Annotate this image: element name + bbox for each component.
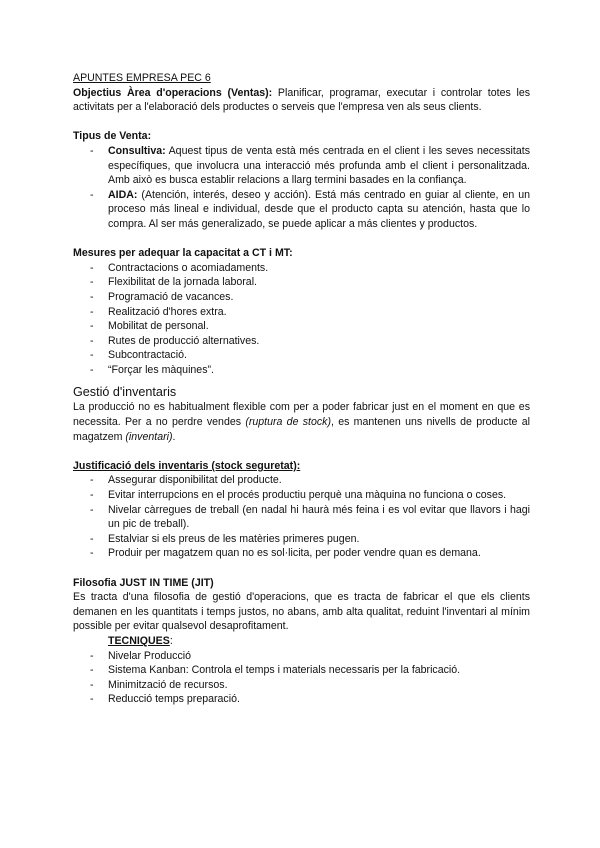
tecniques-label: TECNIQUES <box>108 634 170 647</box>
list-item: - Realització d'hores extra. <box>73 305 530 320</box>
tecniques-colon: : <box>169 634 173 647</box>
gestio-heading: Gestió d'inventaris <box>73 385 177 400</box>
list-item: - Subcontractació. <box>73 348 530 363</box>
jit-heading: Filosofia JUST IN TIME (JIT) <box>73 576 214 589</box>
list-item <box>73 188 530 232</box>
list-item: - Nivelar Producció <box>73 649 530 664</box>
list-item: - Rutes de producció alternatives. <box>73 334 530 349</box>
jit-paragraph: Es tracta d'una filosofia de gestió d'operacions, que es tracta de fabricar el que els clients demanen en les quantitats i temps justos, no abans, amb alta qualitat, reduint l'inventari al mínim possible per evitar qualsevol desaprofitament. <box>73 591 530 633</box>
list-item: - “Forçar les màquines”. <box>73 363 530 378</box>
objectius-paragraph <box>73 86 530 115</box>
list-item: - Contractacions o acomiadaments. <box>73 261 530 276</box>
gestio-text-b: , es mantenen uns nivells de producte al magatzem <box>73 416 530 443</box>
objectius-text: Planificar, programar, executar i controlar totes les activitats per a l'elaboració dels productes o serveis que l'empresa ven als seus clients. <box>73 86 531 114</box>
document-page <box>73 71 530 707</box>
list-item: - Estalviar si els preus de les matèries primeres pugen. <box>73 532 530 547</box>
list-item: - Evitar interrupcions en el procés productiu perquè una màquina no funciona o coses. <box>73 488 530 503</box>
document-title: APUNTES EMPRESA PEC 6 <box>73 72 211 84</box>
list-item: - Sistema Kanban: Controla el temps i materials necessaris per la fabricació. <box>73 663 530 678</box>
list-item: - Flexibilitat de la jornada laboral. <box>73 275 530 290</box>
item-text: Aquest tipus de venta està més centrada en el client i les seves necessitats específiques, que involucra una interacció més profunda amb el client i personalitzada. Amb això es busca establir relacions a llarg termini basades en la confiança. <box>108 144 530 187</box>
justificacio-list <box>73 473 530 561</box>
list-item <box>73 144 530 188</box>
gestio-paragraph <box>73 400 530 444</box>
gestio-italic-a: (ruptura de stock) <box>245 416 331 429</box>
tecniques-line <box>73 634 530 649</box>
list-item: - Mobilitat de personal. <box>73 319 530 334</box>
list-item: - Nivelar càrregues de treball (en nadal hi haurà més feina i es vol evitar que llavors i hagi un pic de treball). <box>73 503 530 532</box>
gestio-text-c: . <box>172 430 176 443</box>
gestio-italic-b: (inventari) <box>125 430 173 443</box>
gestio-text-a: La producció no es habitualment flexible com per a poder fabricar just en el moment en que es necessita. Per a no perdre vendes <box>73 401 530 429</box>
tipus-venta-heading: Tipus de Venta: <box>73 130 152 143</box>
item-label: AIDA: <box>108 188 138 201</box>
list-item: - Minimització de recursos. <box>73 678 530 693</box>
justificacio-heading: Justificació dels inventaris (stock seguretat): <box>73 459 301 472</box>
mesures-list <box>73 261 530 378</box>
mesures-heading: Mesures per adequar la capacitat a CT i MT: <box>73 247 293 260</box>
tipus-venta-list <box>73 144 530 232</box>
tecniques-list <box>73 649 530 707</box>
list-item: - Assegurar disponibilitat del producte. <box>73 473 530 488</box>
list-item: - Programació de vacances. <box>73 290 530 305</box>
item-label: Consultiva: <box>108 144 166 157</box>
item-text: (Atención, interés, deseo y acción). Está más centrado en guiar al cliente, en un proceso más lineal e individual, desde que el producto capta su atención, hasta que lo compra. Al ser más generalizado, se puede aplicar a más clientes y productos. <box>108 188 530 230</box>
list-item: - Reducció temps preparació. <box>73 692 530 707</box>
list-item: - Produir per magatzem quan no es sol·licita, per poder vendre quan es demana. <box>73 546 530 561</box>
objectius-label: Objectius Àrea d'operacions (Ventas): <box>73 86 273 99</box>
